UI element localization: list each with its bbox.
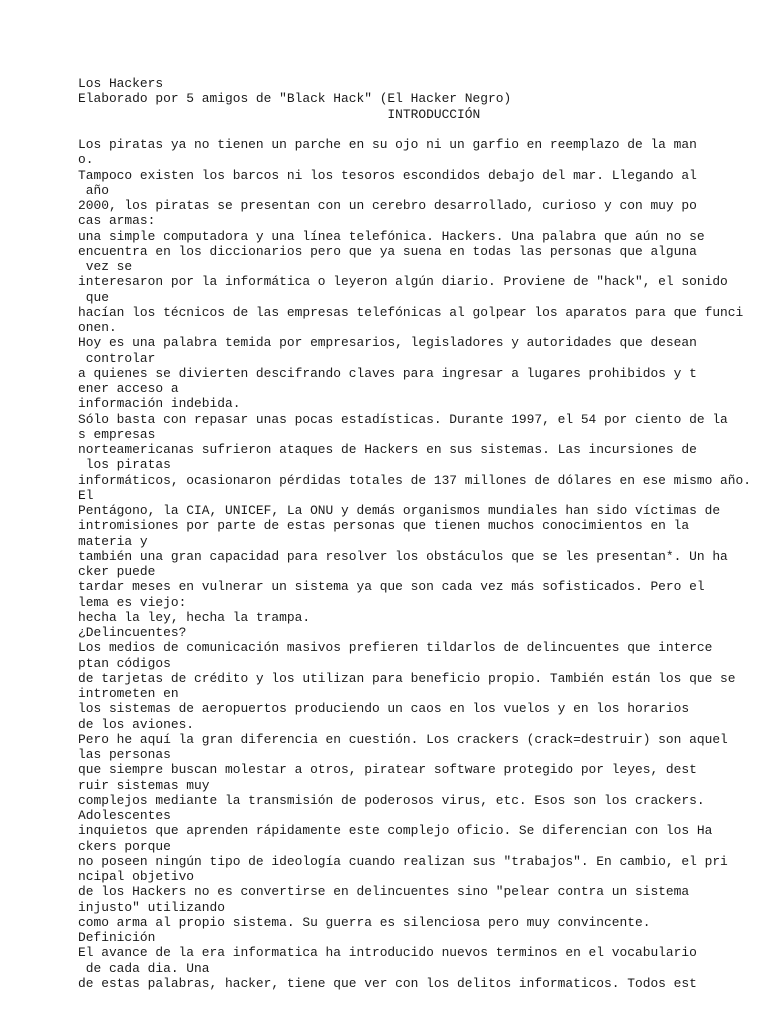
text-line: informáticos, ocasionaron pérdidas totales de 137 millones de dólares en ese mismo año. xyxy=(78,472,752,488)
text-line: año xyxy=(78,182,109,198)
text-line: también una gran capacidad para resolver los obstáculos que se les presentan*. Un ha xyxy=(78,548,728,564)
text-line: cas armas: xyxy=(78,213,156,229)
text-line: 2000, los piratas se presentan con un cerebro desarrollado, curioso y con muy po xyxy=(78,198,697,213)
text-line: vez se xyxy=(78,259,133,274)
text-line: Tampoco existen los barcos ni los tesoros escondidos debajo del mar. Llegando al xyxy=(78,167,697,183)
text-line: ptan códigos xyxy=(78,655,171,671)
text-line: s empresas xyxy=(78,426,156,442)
text-line: los piratas xyxy=(78,457,171,473)
text-line: onen. xyxy=(78,320,117,335)
text-line: El avance de la era informatica ha introducido nuevos terminos en el vocabulario xyxy=(78,945,697,961)
text-line: Los piratas ya no tienen un parche en su ojo ni un garfio en reemplazo de la man xyxy=(78,137,697,152)
text-line: información indebida. xyxy=(78,396,241,412)
text-line: materia y xyxy=(78,533,148,549)
text-line: o. xyxy=(78,152,94,168)
text-line: interesaron por la informática o leyeron algún diario. Proviene de "hack", el sonido xyxy=(78,274,728,290)
text-line: Los Hackers xyxy=(78,76,164,91)
text-line: de cada dia. Una xyxy=(78,960,210,976)
text-line: Los medios de comunicación masivos prefieren tildarlos de delincuentes que interce xyxy=(78,640,713,656)
text-line: de los aviones. xyxy=(78,716,195,732)
text-line: injusto" utilizando xyxy=(78,899,225,915)
text-line: Pero he aquí la gran diferencia en cuestión. Los crackers (crack=destruir) son aquel xyxy=(78,731,728,747)
text-line: ncipal objetivo xyxy=(78,869,195,884)
text-line: intromisiones por parte de estas personas que tienen muchos conocimientos en la xyxy=(78,518,690,534)
text-line: de estas palabras, hacker, tiene que ver con los delitos informaticos. Todos est xyxy=(78,975,697,991)
text-line: cker puede xyxy=(78,564,156,579)
text-line: INTRODUCCIÓN xyxy=(78,106,481,122)
text-line: una simple computadora y una línea telefónica. Hackers. Una palabra que aún no se xyxy=(78,228,705,244)
text-line: que siempre buscan molestar a otros, piratear software protegido por leyes, dest xyxy=(78,762,697,778)
text-line: norteamericanas sufrieron ataques de Hackers en sus sistemas. Las incursiones de xyxy=(78,442,697,457)
text-line: controlar xyxy=(78,350,156,366)
text-line: El xyxy=(78,487,94,503)
text-line: Adolescentes xyxy=(78,808,171,823)
text-line: ckers porque xyxy=(78,838,171,854)
text-line: ruir sistemas muy xyxy=(78,777,210,793)
text-line: de los Hackers no es convertirse en delincuentes sino "pelear contra un sistema xyxy=(78,884,690,900)
text-line: que xyxy=(78,289,109,305)
text-line: ¿Delincuentes? xyxy=(78,625,187,640)
text-line: como arma al propio sistema. Su guerra es silenciosa pero muy convincente. xyxy=(78,914,651,930)
text-line: complejos mediante la transmisión de poderosos virus, etc. Esos son los crackers. xyxy=(78,792,705,808)
document-body-text xyxy=(78,76,751,991)
text-line: tardar meses en vulnerar un sistema ya que son cada vez más sofisticados. Pero el xyxy=(78,579,705,595)
text-line: no poseen ningún tipo de ideología cuando realizan sus "trabajos". En cambio, el pri xyxy=(78,853,728,869)
text-line: Elaborado por 5 amigos de "Black Hack" (El Hacker Negro) xyxy=(78,91,512,107)
text-line: de tarjetas de crédito y los utilizan para beneficio propio. También están los que se xyxy=(78,670,736,686)
text-line: las personas xyxy=(78,747,171,762)
text-line: inquietos que aprenden rápidamente este complejo oficio. Se diferencian con los Ha xyxy=(78,823,713,839)
text-line: lema es viejo: xyxy=(78,594,187,610)
text-line: ener acceso a xyxy=(78,381,179,396)
text-line xyxy=(78,122,751,137)
text-line: Sólo basta con repasar unas pocas estadísticas. Durante 1997, el 54 por ciento de la xyxy=(78,411,728,427)
text-line: a quienes se divierten descifrando claves para ingresar a lugares prohibidos y t xyxy=(78,365,697,381)
text-line: hecha la ley, hecha la trampa. xyxy=(78,609,311,625)
text-line: Hoy es una palabra temida por empresarios, legisladores y autoridades que desean xyxy=(78,335,697,351)
text-line: los sistemas de aeropuertos produciendo un caos en los vuelos y en los horarios xyxy=(78,701,690,717)
text-line: Pentágono, la CIA, UNICEF, La ONU y demás organismos mundiales han sido víctimas de xyxy=(78,503,721,518)
text-line: intrometen en xyxy=(78,686,179,701)
text-line: hacían los técnicos de las empresas telefónicas al golpear los aparatos para que funci xyxy=(78,304,744,320)
text-line: encuentra en los diccionarios pero que ya suena en todas las personas que alguna xyxy=(78,243,697,259)
text-line: Definición xyxy=(78,930,156,945)
